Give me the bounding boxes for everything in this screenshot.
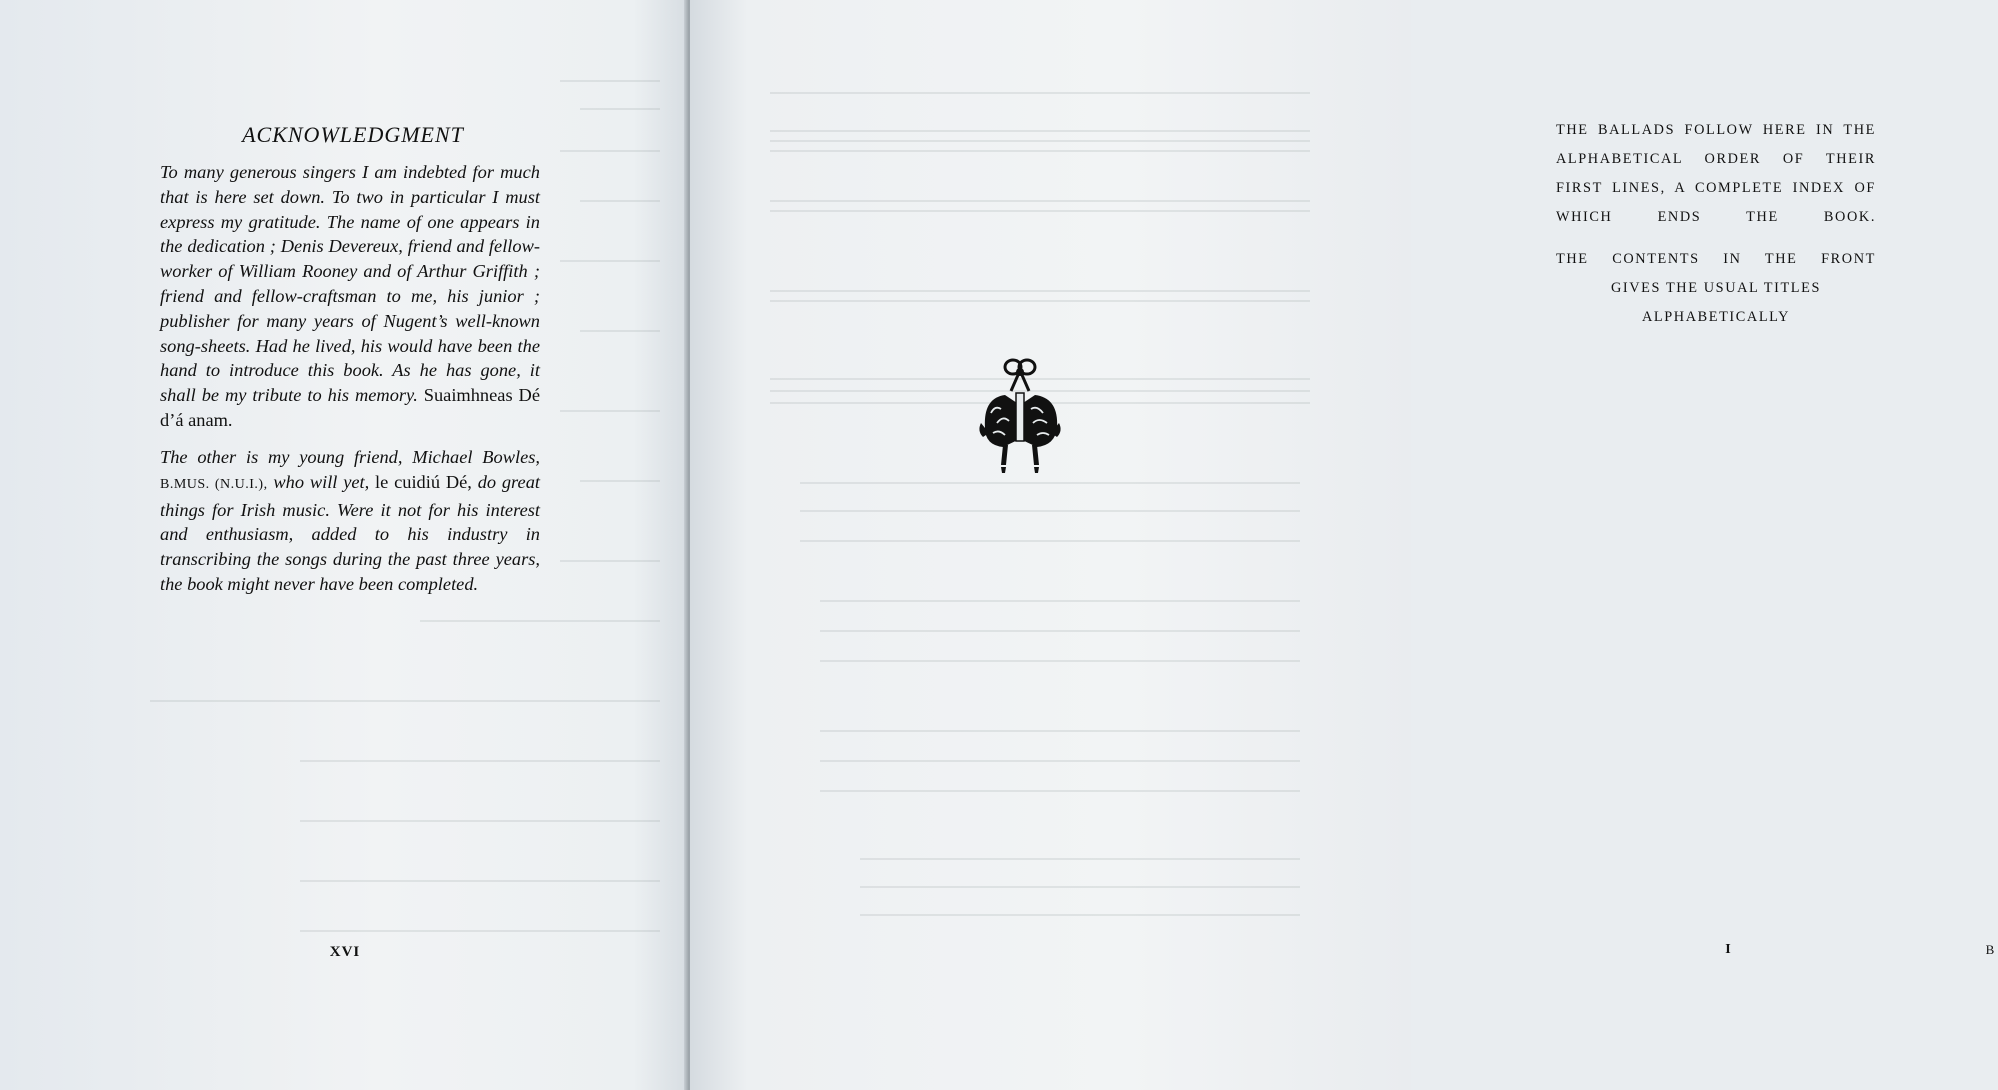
acknowledgment-paragraph-2	[160, 445, 540, 597]
ballads-intro-text: THE BALLADS FOLLOW HERE IN THE ALPHABETICAL ORDER OF THEIR FIRST LINES, A COMPLETE INDEX OF WHICH ENDS THE BOOK.	[1556, 122, 1876, 225]
paragraph-2-text-a: The other is my young friend, Michael Bowles,	[160, 447, 540, 467]
ram-fleece-ornament-icon	[975, 353, 1065, 477]
paragraph-1-text: To many generous singers I am indebted for much that is here set down. To two in particular I must express my gratitude. The name of one appears in the dedication ; Denis Devereux, friend and fellow-worker of William Rooney and of Arthur Griffith ; friend and fellow-craftsman to me, his junior ; publisher for many years of Nugent’s well-known song-sheets. Had he lived, his would have been the hand to introduce this book. As he has gone, it shall be my tribute to his memory.	[160, 162, 540, 406]
irish-blessing-2: le cuidiú Dé,	[375, 471, 472, 492]
signature-mark: B	[1985, 942, 1995, 957]
page-title: ACKNOWLEDGMENT	[242, 122, 464, 147]
contents-note-first-line: THE CONTENTS IN THE FRONT	[1556, 251, 1876, 267]
page-number-right: I	[1725, 942, 1731, 957]
paragraph-2-text-c: do great things for Irish music. Were it not for his interest and enthusiasm, added to his industry in transcribing the songs during the past three years, the book might never have been completed.	[160, 471, 540, 594]
right-page	[690, 0, 1995, 1090]
contents-note-rest: GIVES THE USUAL TITLES ALPHABETICALLY	[1610, 280, 1822, 325]
page-number-left: XVI	[329, 944, 361, 960]
paragraph-2-text-b: who will yet,	[273, 471, 370, 492]
irish-blessing-1: Suaimhneas Dé d’á anam.	[160, 385, 540, 430]
degree-text: B.MUS. (N.U.I.),	[160, 476, 268, 492]
contents-note	[1556, 245, 1876, 332]
left-page	[0, 0, 688, 1090]
acknowledgment-paragraph-1	[160, 160, 540, 433]
